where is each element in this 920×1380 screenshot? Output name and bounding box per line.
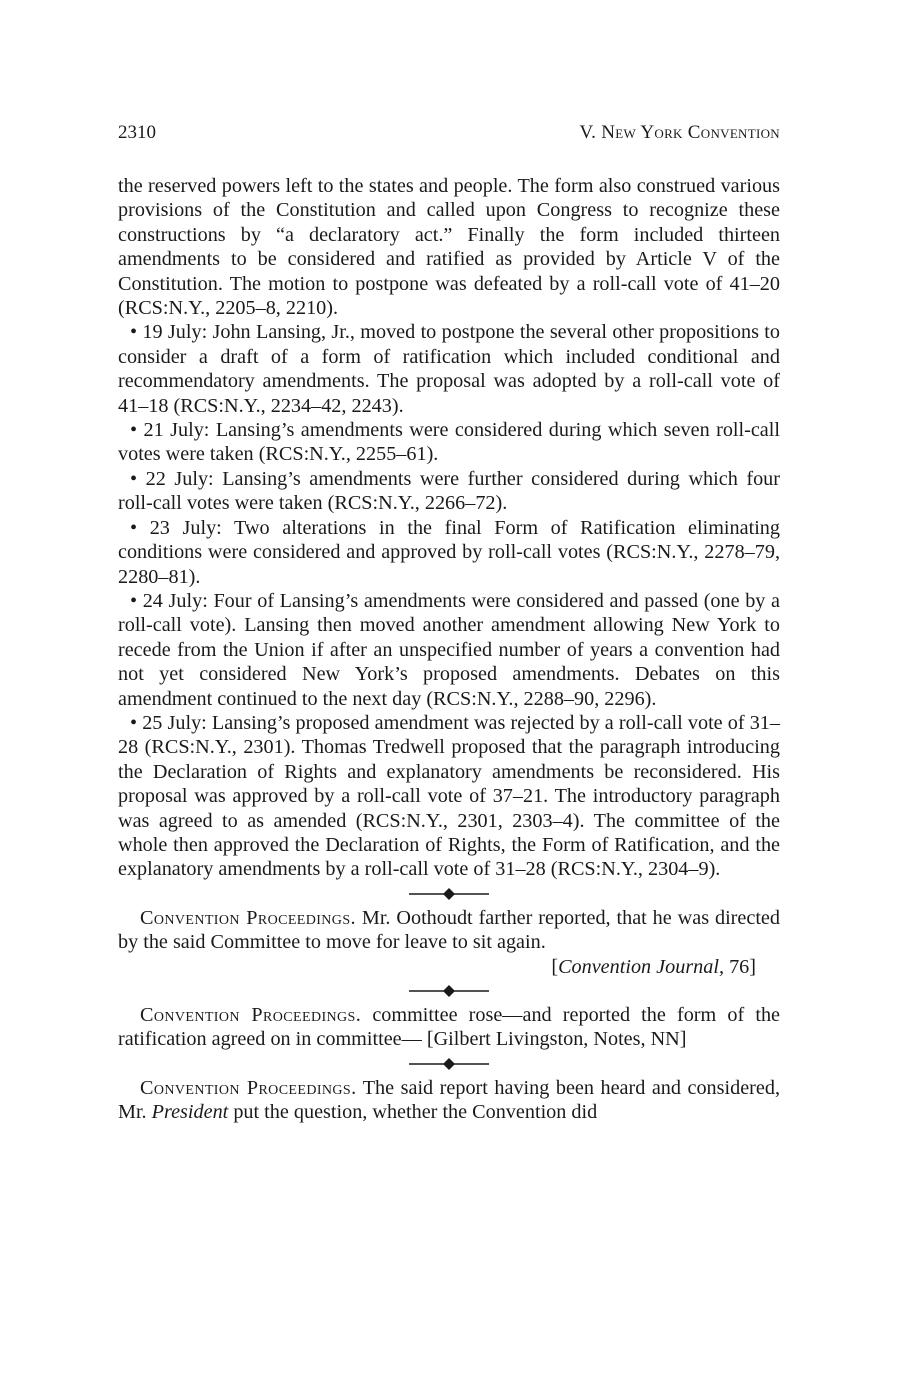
bullet-22-july: • 22 July: Lansing’s amendments were further considered during which four roll-call votes were taken (RCS:N.Y., 2266–72). [118, 467, 780, 515]
continuation-paragraph: the reserved powers left to the states and people. The form also construed various provisions of the Constitution and called upon Congress to recognize these constructions by “a declaratory act.” Finally the form included thirteen amendments to be considered and ratified as provided by Article V of the Constitution. The motion to postpone was defeated by a roll-call vote of 41–20 (RCS:N.Y., 2205–8, 2210). [118, 175, 780, 320]
convention-proceedings-section-1 [118, 906, 780, 979]
section-divider-ornament [118, 882, 780, 906]
section-divider-ornament [118, 979, 780, 1003]
page-body [118, 174, 780, 1125]
section-heading: Convention Proceedings. [140, 906, 356, 929]
bullet-19-july: • 19 July: John Lansing, Jr., moved to postpone the several other propositions to consider a draft of a form of ratification which included conditional and recommendatory amendments. The proposal was adopted by a roll-call vote of 41–18 (RCS:N.Y., 2234–42, 2243). [118, 321, 780, 417]
running-head: V. New York Convention [579, 122, 780, 143]
page-number: 2310 [118, 122, 156, 143]
bullet-21-july: • 21 July: Lansing’s amendments were considered during which seven roll-call votes were taken (RCS:N.Y., 2255–61). [118, 419, 780, 466]
convention-proceedings-section-3: Convention Proceedings. The said report having been heard and considered, Mr. President put the question, whether the Convention did [118, 1076, 780, 1124]
convention-proceedings-section-2 [118, 1003, 780, 1052]
page-header [118, 122, 780, 152]
bullet-25-july: • 25 July: Lansing’s proposed amendment was rejected by a roll-call vote of 31–28 (RCS:N.Y., 2301). Thomas Tredwell proposed that the paragraph introducing the Declaration of Rights and explanatory amendments be reconsidered. His proposal was approved by a roll-call vote of 37–21. The introductory paragraph was agreed to as amended (RCS:N.Y., 2301, 2303–4). The committee of the whole then approved the Declaration of Rights, the Form of Ratification, and the explanatory amendments by a roll-call vote of 31–28 (RCS:N.Y., 2304–9). [118, 711, 780, 881]
document-page [118, 122, 780, 1125]
section-heading: Convention Proceedings. [140, 1004, 362, 1026]
section-text: committee rose—and reported the form of the ratification agreed on in committee— [Gilbert Livingston, Notes, NN] [118, 1004, 780, 1051]
section-heading: Convention Proceedings. [140, 1076, 357, 1099]
section-text: Mr. Oothoudt farther reported, that he was directed by the said Committee to move for leave to sit again. [118, 906, 780, 954]
bullet-24-july: • 24 July: Four of Lansing’s amendments were considered and passed (one by a roll-call vote). Lansing then moved another amendment allowing New York to recede from the Union if after an unspecified number of years a convention had not yet considered New York’s proposed amendments. Debates on this amendment continued to the next day (RCS:N.Y., 2288–90, 2296). [118, 589, 780, 710]
italic-president: President [151, 1101, 229, 1124]
citation-title: Convention Journal, [558, 955, 725, 978]
citation: [Convention Journal, 76] [551, 955, 756, 978]
bullet-23-july: • 23 July: Two alterations in the final Form of Ratification eliminating conditions were considered and approved by roll-call votes (RCS:N.Y., 2278–79, 2280–81). [118, 516, 780, 588]
section-divider-ornament [118, 1052, 780, 1076]
